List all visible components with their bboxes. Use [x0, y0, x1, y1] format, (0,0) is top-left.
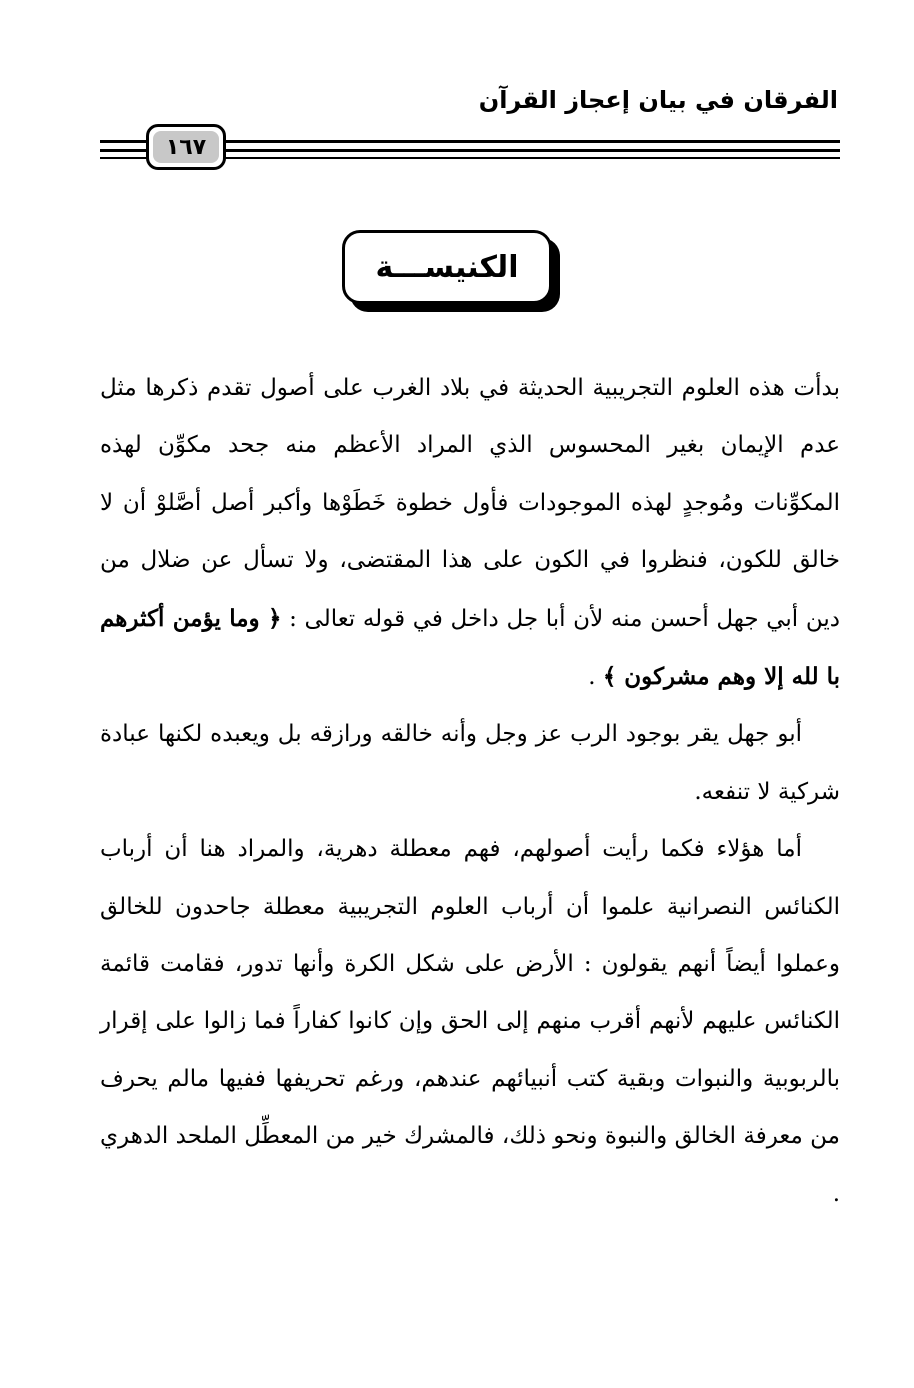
- paragraph-1-text: بدأت هذه العلوم التجريبية الحديثة في بلاد الغرب على أصول تقدم ذكرها مثل عدم الإيمان بغير المحسوس الذي المراد الأعظم منه جحد مكوِّن لهذه المكوِّنات ومُوجدٍ لهذه الموجودات فأول خطوة خَطَوْها وأكبر أصل أصَّلوْ أن لا خالق للكون، فنظروا في الكون على هذا المقتضى، ولا تسأل عن ضلال من دين أبي جهل أحسن منه لأن أبا جل داخل في قوله تعالى :: [100, 375, 841, 632]
- quran-verse: ﴿ وما يؤمن أكثرهم با لله إلا وهم مشركون ﴾: [100, 604, 840, 691]
- paragraph-1: [100, 360, 840, 706]
- body-text: [100, 360, 840, 1223]
- page-number: ١٦٧: [153, 131, 219, 163]
- paragraph-3: أما هؤلاء فكما رأيت أصولهم، فهم معطلة دهرية، والمراد هنا أن أرباب الكنائس النصرانية علموا أن أرباب العلوم التجريبية معطلة جاحدون للخالق وعملوا أيضاً أنهم يقولون : الأرض على شكل الكرة وأنها تدور، فقامت قائمة الكنائس عليهم لأنهم أقرب منهم إلى الحق وإن كانوا كفاراً فما زالوا على إقرار بالربوبية والنبوات وبقية كتب أنبيائهم عندهم، ورغم تحريفها ففيها مالم يحرف من معرفة الخالق والنبوة ونحو ذلك، فالمشرك خير من المعطِّل الملحد الدهري .: [100, 836, 840, 1207]
- paragraph-2: أبو جهل يقر بوجود الرب عز وجل وأنه خالقه ورازقه بل ويعبده لكنها عبادة شركية لا تنفعه.: [100, 721, 840, 805]
- running-header-title: الفرقان في بيان إعجاز القرآن: [478, 86, 838, 114]
- section-title: الكنيســـة: [375, 249, 519, 285]
- page-number-badge: [146, 124, 226, 170]
- paragraph-1-end: .: [588, 664, 596, 691]
- section-title-box: [342, 230, 552, 304]
